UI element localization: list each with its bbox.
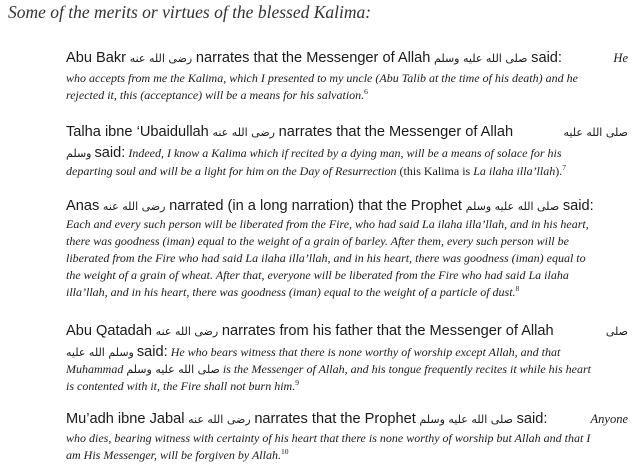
- hadith-text: Indeed, I know a Kalima which if recited by a dying man, will be a means of solace for his: [128, 146, 562, 160]
- narrator-name: Anas: [66, 198, 100, 214]
- footnote-marker: 10: [280, 447, 289, 456]
- footnote-marker: 6: [364, 87, 368, 96]
- hadith-note-end: ).: [555, 164, 563, 178]
- footnote-marker: 9: [295, 378, 299, 387]
- arabic-salutation: صلى الله عليه وسلم: [465, 200, 560, 213]
- hadith-line: [66, 145, 562, 161]
- hadith-note: (this Kalima is: [399, 164, 471, 178]
- said-label: said:: [531, 50, 562, 66]
- hadith-text-end: illa’llah, and in his heart, there was goodness (iman) equal to the weight of a particle of dust.: [66, 285, 516, 299]
- hadith-text-end: am His Messenger, will be forgiven by Allah.: [66, 448, 281, 462]
- arabic-salutation: صلى الله عليه وسلم: [434, 52, 528, 65]
- hadith-line: [66, 164, 566, 179]
- hadith-text: [66, 448, 288, 463]
- hadith-text: who accepts from me the Kalima, which I presented to my uncle (Abu Talib at the time of his death) and he: [66, 71, 578, 85]
- arabic-salutation: صلى الله عليه: [563, 126, 628, 139]
- arabic-salutation: وسلم الله عليه: [66, 346, 134, 359]
- hadith-line: [66, 411, 628, 428]
- hadith-line: [66, 362, 591, 377]
- kalima-text: La ilaha illa’llah: [473, 164, 556, 178]
- hadith-text: Muhammad: [66, 362, 124, 376]
- arabic-salutation: صلى الله عليه وسلم: [126, 363, 220, 376]
- hadith-muadh: [66, 411, 628, 467]
- narrator-name: Abu Qatadah: [66, 323, 153, 339]
- hadith-text: He who bears witness that there is none worthy of worship except Allah, and that: [170, 345, 561, 359]
- footnote-marker: 8: [515, 284, 520, 293]
- hadith-text: liberated from the Fire who had said La ilaha illa’llah, and in his heart, there was goodness (iman) equal to: [66, 251, 586, 265]
- arabic-salutation: وسلم: [66, 147, 92, 160]
- narration-text: narrates from his father that the Messenger of Allah: [221, 323, 554, 339]
- hadith-text: departing soul and will be a light for him on the Day of Resurrection: [66, 164, 397, 178]
- hadith-abu-bakr: [66, 50, 628, 106]
- said-label: said:: [136, 344, 168, 360]
- hadith-text: [66, 88, 368, 103]
- hadith-anas: [66, 198, 628, 310]
- hadith-talha: [66, 124, 628, 180]
- narrator-name: Talha ibne ‘Ubaidullah: [66, 124, 209, 140]
- hadith-text: [66, 379, 299, 394]
- narration-text: narrated (in a long narration) that the Prophet: [169, 198, 462, 214]
- narrator-name: Mu’adh ibne Jabal: [66, 411, 185, 427]
- narration-text: narrates that the Messenger of Allah: [278, 124, 514, 140]
- page-heading: Some of the merits or virtues of the blessed Kalima:: [8, 2, 372, 22]
- hadith-text: [66, 285, 519, 300]
- hadith-text: Each and every such person will be liberated from the Fire, who had said La ilaha illa’llah, and in his heart,: [66, 217, 589, 231]
- arabic-honorific: رضى الله عنه: [155, 325, 219, 338]
- hadith-abu-qatadah: [66, 323, 628, 397]
- narration-text: narrates that the Prophet: [254, 411, 416, 427]
- arabic-honorific: رضى الله عنه: [212, 126, 275, 139]
- said-label: said:: [562, 198, 594, 214]
- hadith-text-end: is contented with it, the Fire shall not burn him.: [66, 379, 296, 393]
- hadith-text: Anyone: [590, 412, 628, 426]
- hadith-text: the weight of a grain of wheat. After that, everyone will be liberated from the Fire who had said La ilaha: [66, 268, 569, 282]
- arabic-honorific: رضى الله عنه: [129, 52, 193, 65]
- hadith-line: [66, 198, 594, 215]
- hadith-line: [66, 344, 560, 360]
- arabic-salutation: صلى الله عليه وسلم: [419, 413, 513, 426]
- narrator-name: Abu Bakr: [66, 50, 127, 66]
- hadith-text: He: [613, 51, 628, 65]
- arabic-honorific: رضى الله عنه: [102, 200, 166, 213]
- hadith-line: [66, 50, 628, 67]
- said-label: said:: [516, 411, 548, 427]
- hadith-line: [66, 323, 628, 340]
- arabic-salutation: صلى: [605, 325, 628, 338]
- hadith-text: is the Messenger of Allah, and his tongue frequently recites it while his heart: [222, 362, 592, 376]
- said-label: said:: [94, 145, 126, 161]
- hadith-text: who dies, bearing witness with certainty of his heart that there is none worthy of worship but Allah and that I: [66, 431, 591, 445]
- footnote-marker: 7: [562, 163, 566, 172]
- hadith-line: [66, 124, 628, 141]
- hadith-text-end: rejected it, this (acceptance) will be a means for his salvation.: [66, 88, 365, 102]
- arabic-honorific: رضى الله عنه: [188, 413, 251, 426]
- narration-text: narrates that the Messenger of Allah: [195, 50, 431, 66]
- hadith-text: there was goodness (iman) equal to the weight of a grain of barley. After them, every such person will be: [66, 234, 569, 248]
